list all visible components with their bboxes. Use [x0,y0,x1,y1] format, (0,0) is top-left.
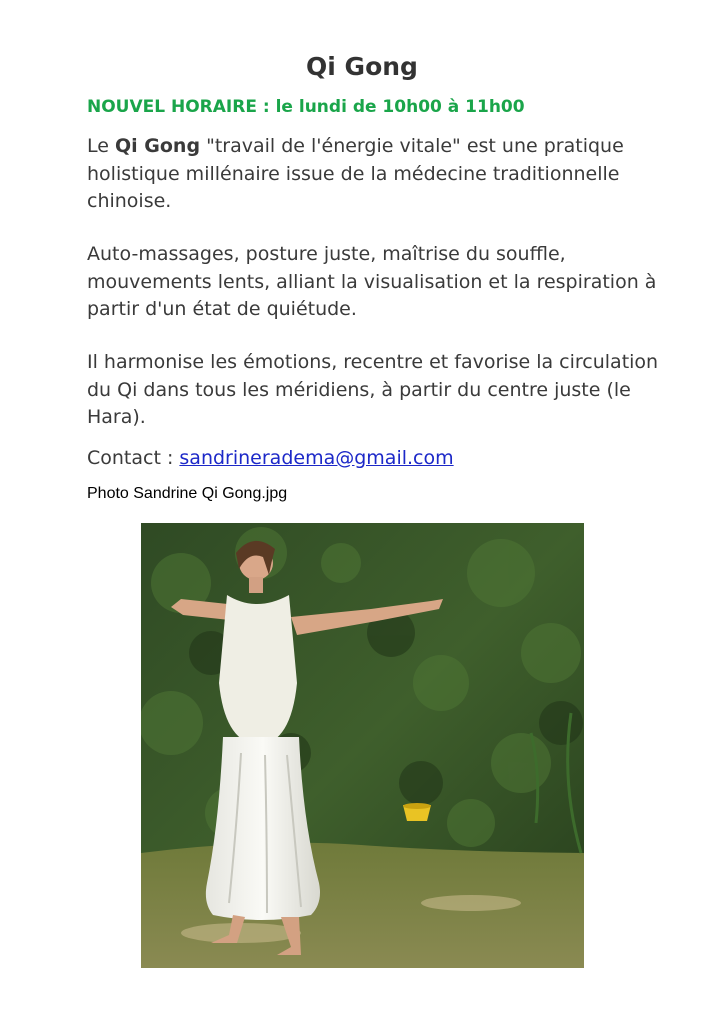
intro-paragraph [87,133,687,216]
contact-email-link[interactable]: sandrineradema@gmail.com [179,447,454,469]
schedule-notice: NOUVEL HORAIRE : le lundi de 10h00 à 11h00 [87,97,525,117]
photo-caption: Photo Sandrine Qi Gong.jpg [87,485,288,502]
intro-bold-term: Qi Gong [114,135,201,157]
contact-label: Contact : [87,447,180,469]
intro-lead: Le [87,135,115,157]
intro-rest: "travail de l'énergie vitale" est une pratique holistique millénaire issue de la médecine traditionnelle chinoise. [87,135,624,212]
qi-gong-photo [141,523,584,968]
benefits-paragraph: Il harmonise les émotions, recentre et favorise la circulation du Qi dans tous les méridiens, à partir du centre juste (le Hara). [87,351,659,428]
page-title: Qi Gong [306,52,418,81]
contact-line [87,445,687,473]
practice-paragraph: Auto-massages, posture juste, maîtrise du souffle, mouvements lents, alliant la visualisation et la respiration à partir d'un état de quiétude. [87,243,657,320]
